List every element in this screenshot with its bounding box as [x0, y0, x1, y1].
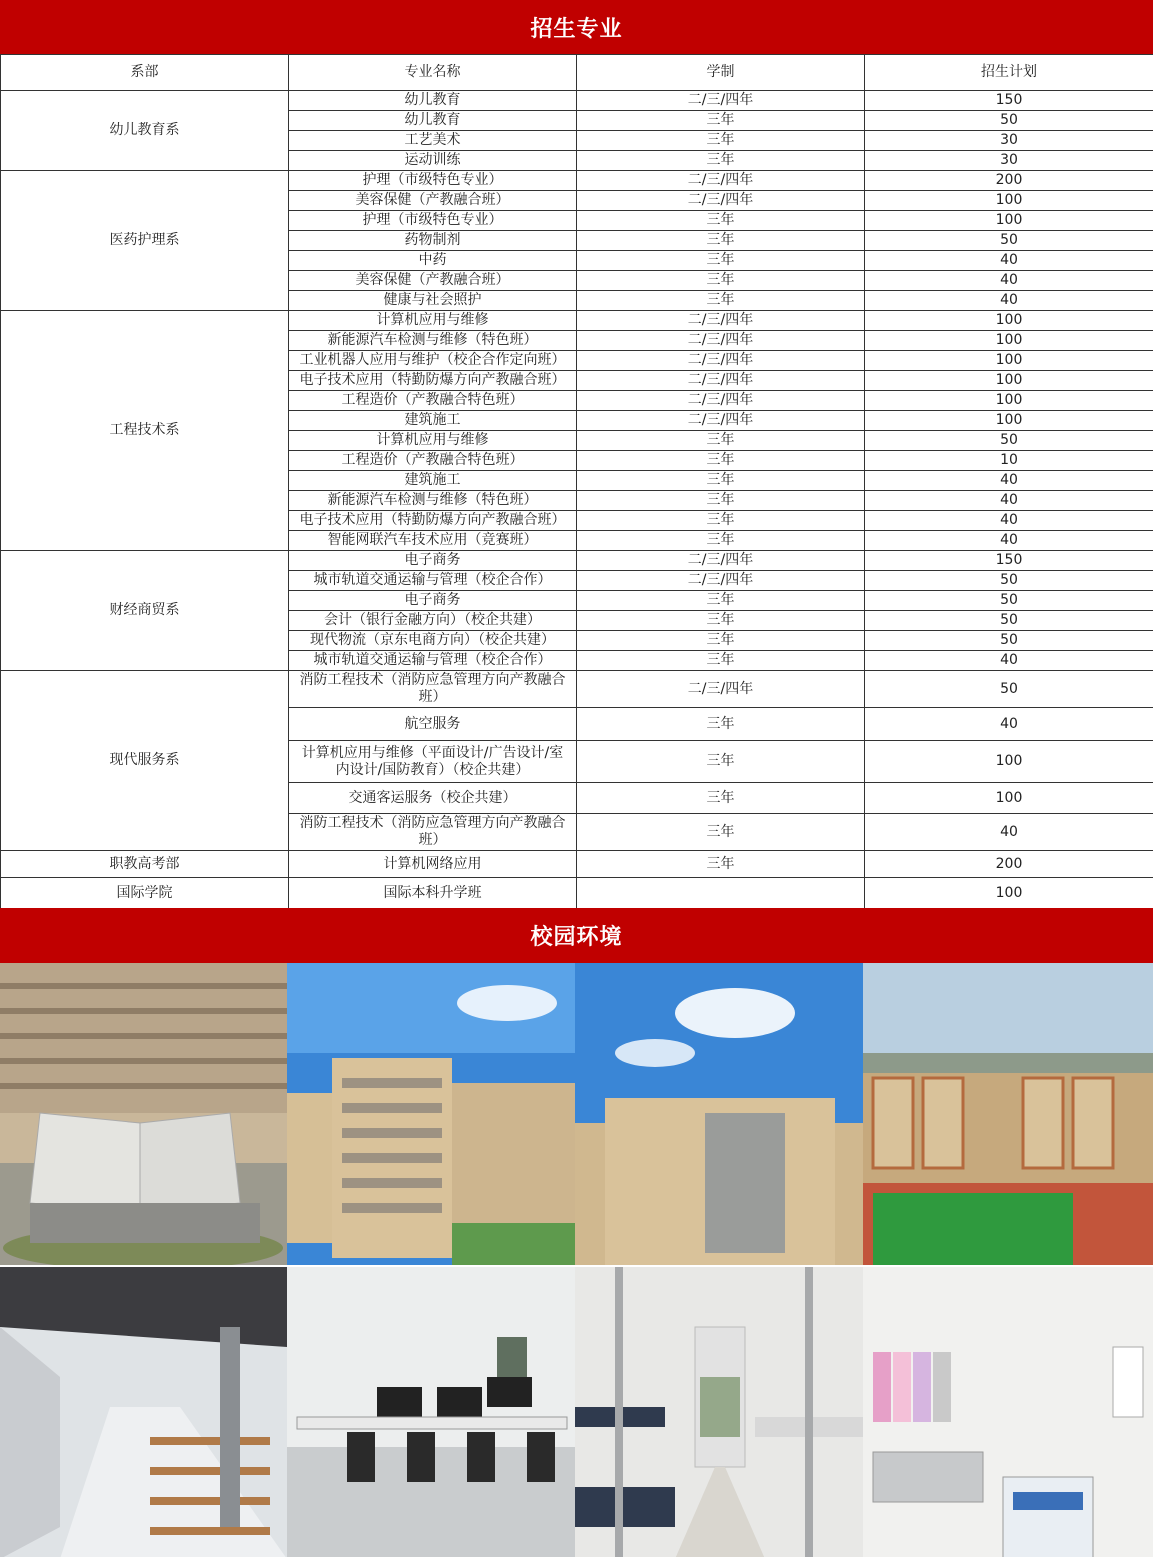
- photo-cafeteria-image: [0, 1267, 287, 1557]
- major-cell: 现代物流（京东电商方向）（校企共建）: [289, 631, 577, 651]
- duration-cell: 三年: [577, 231, 865, 251]
- plan-cell: 40: [865, 471, 1153, 491]
- department-cell: 国际学院: [1, 878, 289, 910]
- duration-cell: 二/三/四年: [577, 411, 865, 431]
- major-cell: 护理（市级特色专业）: [289, 171, 577, 191]
- table-row: [1, 878, 1153, 910]
- duration-cell: 三年: [577, 708, 865, 741]
- plan-cell: 100: [865, 351, 1153, 371]
- major-cell: 消防工程技术（消防应急管理方向产教融合班）: [289, 671, 577, 708]
- major-cell: 美容保健（产教融合班）: [289, 191, 577, 211]
- plan-cell: 30: [865, 131, 1153, 151]
- major-cell: 电子商务: [289, 551, 577, 571]
- plan-cell: 40: [865, 708, 1153, 741]
- plan-cell: 150: [865, 551, 1153, 571]
- major-cell: 城市轨道交通运输与管理（校企合作）: [289, 651, 577, 671]
- plan-cell: 100: [865, 783, 1153, 814]
- duration-cell: 二/三/四年: [577, 551, 865, 571]
- department-cell: 财经商贸系: [1, 551, 289, 671]
- majors-section-title: 招生专业: [530, 15, 623, 42]
- header-department: 系部: [1, 55, 289, 91]
- plan-cell: 40: [865, 251, 1153, 271]
- major-cell: 健康与社会照护: [289, 291, 577, 311]
- table-row: [1, 91, 1153, 111]
- duration-cell: 三年: [577, 531, 865, 551]
- duration-cell: 二/三/四年: [577, 391, 865, 411]
- major-cell: 幼儿教育: [289, 111, 577, 131]
- duration-cell: 三年: [577, 814, 865, 851]
- major-cell: 计算机应用与维修（平面设计/广告设计/室内设计/国防教育）（校企共建）: [289, 741, 577, 783]
- photo-teaching-building: [287, 963, 575, 1265]
- header-major: 专业名称: [289, 55, 577, 91]
- photo-computer-lab: [287, 1267, 575, 1557]
- plan-cell: 200: [865, 171, 1153, 191]
- duration-cell: 三年: [577, 651, 865, 671]
- major-cell: 新能源汽车检测与维修（特色班）: [289, 331, 577, 351]
- major-cell: 电子技术应用（特勤防爆方向产教融合班）: [289, 511, 577, 531]
- plan-cell: 50: [865, 571, 1153, 591]
- duration-cell: 三年: [577, 211, 865, 231]
- duration-cell: 三年: [577, 511, 865, 531]
- major-cell: 电子技术应用（特勤防爆方向产教融合班）: [289, 371, 577, 391]
- duration-cell: 三年: [577, 151, 865, 171]
- duration-cell: 二/三/四年: [577, 171, 865, 191]
- major-cell: 建筑施工: [289, 411, 577, 431]
- campus-section-title: 校园环境: [530, 924, 623, 950]
- plan-cell: 50: [865, 611, 1153, 631]
- photo-cafeteria: [0, 1267, 287, 1557]
- major-cell: 会计（银行金融方向）（校企共建）: [289, 611, 577, 631]
- table-row: [1, 551, 1153, 571]
- table-row: [1, 171, 1153, 191]
- majors-table-body: [1, 91, 1153, 910]
- duration-cell: 二/三/四年: [577, 91, 865, 111]
- duration-cell: 三年: [577, 591, 865, 611]
- plan-cell: 40: [865, 651, 1153, 671]
- duration-cell: 二/三/四年: [577, 671, 865, 708]
- photo-building-facade: [575, 963, 863, 1265]
- major-cell: 消防工程技术（消防应急管理方向产教融合班）: [289, 814, 577, 851]
- plan-cell: 100: [865, 211, 1153, 231]
- major-cell: 交通客运服务（校企共建）: [289, 783, 577, 814]
- major-cell: 中药: [289, 251, 577, 271]
- plan-cell: 100: [865, 391, 1153, 411]
- photo-bathroom-image: [863, 1267, 1153, 1557]
- major-cell: 计算机网络应用: [289, 851, 577, 878]
- plan-cell: 40: [865, 271, 1153, 291]
- campus-section-header: [0, 908, 1153, 963]
- plan-cell: 100: [865, 371, 1153, 391]
- major-cell: 城市轨道交通运输与管理（校企合作）: [289, 571, 577, 591]
- photo-dormitory: [575, 1267, 863, 1557]
- plan-cell: 100: [865, 191, 1153, 211]
- plan-cell: 40: [865, 491, 1153, 511]
- major-cell: 运动训练: [289, 151, 577, 171]
- plan-cell: 50: [865, 431, 1153, 451]
- majors-table: [0, 54, 1153, 910]
- duration-cell: 三年: [577, 271, 865, 291]
- duration-cell: 三年: [577, 431, 865, 451]
- plan-cell: 50: [865, 231, 1153, 251]
- major-cell: 电子商务: [289, 591, 577, 611]
- plan-cell: 100: [865, 311, 1153, 331]
- major-cell: 计算机应用与维修: [289, 311, 577, 331]
- table-row: [1, 671, 1153, 708]
- duration-cell: 三年: [577, 471, 865, 491]
- major-cell: 计算机应用与维修: [289, 431, 577, 451]
- table-row: [1, 311, 1153, 331]
- photo-book-sculpture-image: [0, 963, 287, 1265]
- plan-cell: 50: [865, 591, 1153, 611]
- major-cell: 工艺美术: [289, 131, 577, 151]
- major-cell: 工程造价（产教融合特色班）: [289, 391, 577, 411]
- department-cell: 现代服务系: [1, 671, 289, 851]
- plan-cell: 50: [865, 671, 1153, 708]
- campus-photo-grid: [0, 963, 1153, 1557]
- major-cell: 护理（市级特色专业）: [289, 211, 577, 231]
- major-cell: 药物制剂: [289, 231, 577, 251]
- plan-cell: 50: [865, 111, 1153, 131]
- table-row: [1, 851, 1153, 878]
- plan-cell: 100: [865, 878, 1153, 910]
- duration-cell: 三年: [577, 251, 865, 271]
- duration-cell: 三年: [577, 783, 865, 814]
- duration-cell: 三年: [577, 851, 865, 878]
- major-cell: 美容保健（产教融合班）: [289, 271, 577, 291]
- duration-cell: [577, 878, 865, 910]
- duration-cell: 二/三/四年: [577, 311, 865, 331]
- major-cell: 工业机器人应用与维护（校企合作定向班）: [289, 351, 577, 371]
- major-cell: 工程造价（产教融合特色班）: [289, 451, 577, 471]
- major-cell: 国际本科升学班: [289, 878, 577, 910]
- photo-bathroom: [863, 1267, 1153, 1557]
- duration-cell: 二/三/四年: [577, 351, 865, 371]
- duration-cell: 三年: [577, 611, 865, 631]
- duration-cell: 三年: [577, 131, 865, 151]
- duration-cell: 二/三/四年: [577, 571, 865, 591]
- major-cell: 航空服务: [289, 708, 577, 741]
- duration-cell: 二/三/四年: [577, 371, 865, 391]
- header-duration: 学制: [577, 55, 865, 91]
- plan-cell: 40: [865, 291, 1153, 311]
- table-header-row: [1, 55, 1153, 91]
- major-cell: 新能源汽车检测与维修（特色班）: [289, 491, 577, 511]
- plan-cell: 200: [865, 851, 1153, 878]
- plan-cell: 100: [865, 331, 1153, 351]
- plan-cell: 30: [865, 151, 1153, 171]
- major-cell: 幼儿教育: [289, 91, 577, 111]
- duration-cell: 三年: [577, 491, 865, 511]
- department-cell: 医药护理系: [1, 171, 289, 311]
- duration-cell: 二/三/四年: [577, 331, 865, 351]
- majors-section-header: [0, 0, 1153, 54]
- plan-cell: 40: [865, 814, 1153, 851]
- photo-computer-lab-image: [287, 1267, 575, 1557]
- header-plan: 招生计划: [865, 55, 1153, 91]
- plan-cell: 10: [865, 451, 1153, 471]
- duration-cell: 三年: [577, 631, 865, 651]
- photo-campus-aerial-image: [863, 963, 1153, 1265]
- duration-cell: 三年: [577, 291, 865, 311]
- photo-book-sculpture: [0, 963, 287, 1265]
- photo-dormitory-image: [575, 1267, 863, 1557]
- photo-building-facade-image: [575, 963, 863, 1265]
- plan-cell: 40: [865, 531, 1153, 551]
- photo-campus-aerial: [863, 963, 1153, 1265]
- department-cell: 幼儿教育系: [1, 91, 289, 171]
- plan-cell: 150: [865, 91, 1153, 111]
- plan-cell: 40: [865, 511, 1153, 531]
- plan-cell: 100: [865, 741, 1153, 783]
- department-cell: 职教高考部: [1, 851, 289, 878]
- major-cell: 智能网联汽车技术应用（竞赛班）: [289, 531, 577, 551]
- duration-cell: 三年: [577, 451, 865, 471]
- duration-cell: 三年: [577, 741, 865, 783]
- duration-cell: 三年: [577, 111, 865, 131]
- plan-cell: 50: [865, 631, 1153, 651]
- major-cell: 建筑施工: [289, 471, 577, 491]
- duration-cell: 二/三/四年: [577, 191, 865, 211]
- plan-cell: 100: [865, 411, 1153, 431]
- department-cell: 工程技术系: [1, 311, 289, 551]
- photo-teaching-building-image: [287, 963, 575, 1265]
